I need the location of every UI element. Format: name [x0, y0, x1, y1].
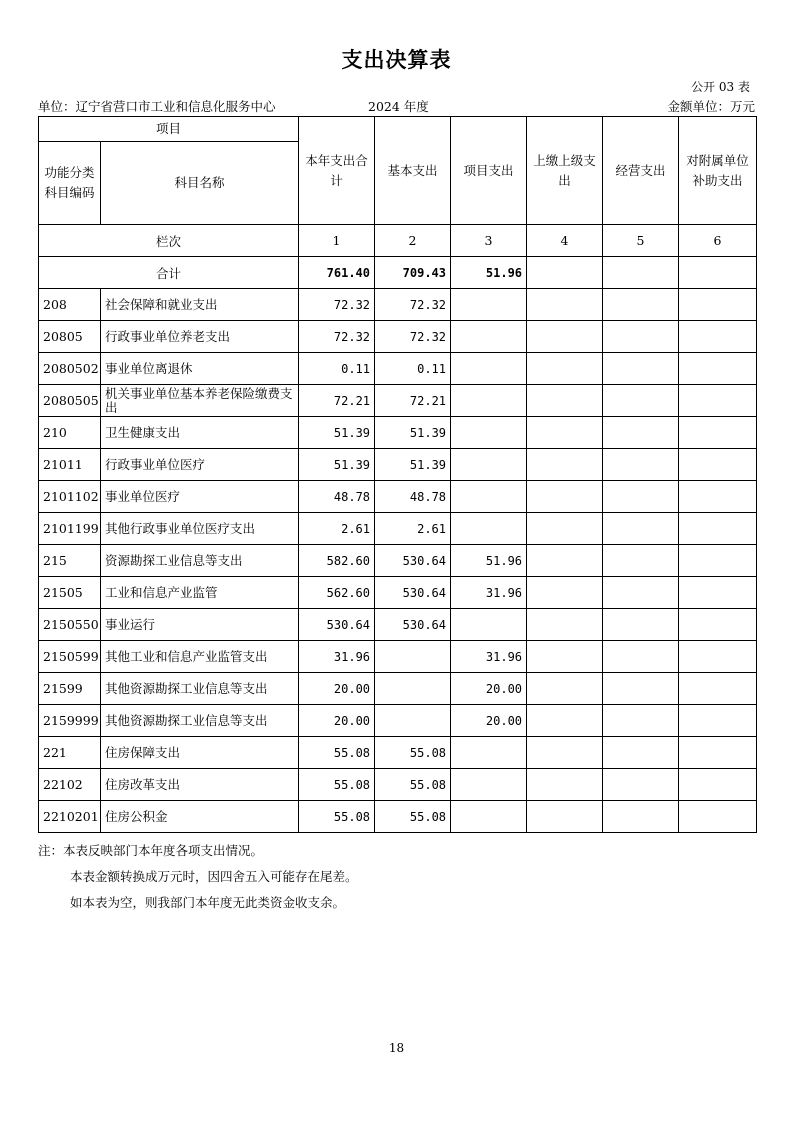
- amount-cell: [527, 801, 603, 833]
- amount-cell: 51.39: [375, 417, 451, 449]
- amount-cell: [527, 545, 603, 577]
- amount-cell: 2.61: [299, 513, 375, 545]
- amount-cell: [679, 673, 757, 705]
- table-row: [39, 673, 757, 705]
- amount-cell: 72.21: [375, 385, 451, 417]
- subject-name-cell: [101, 289, 299, 321]
- subject-name-cell: [101, 321, 299, 353]
- func-code-cell: 210: [39, 417, 101, 449]
- subject-name-cell: [101, 737, 299, 769]
- table-row: [39, 801, 757, 833]
- subject-name-text: 其他行政事业单位医疗支出: [105, 521, 256, 536]
- subject-name-cell: [101, 609, 299, 641]
- table-row: [39, 769, 757, 801]
- func-code-cell: 215: [39, 545, 101, 577]
- col-index: 6: [679, 225, 757, 257]
- total-value: 761.40: [299, 257, 375, 289]
- amount-cell: 0.11: [299, 353, 375, 385]
- col-index: 3: [451, 225, 527, 257]
- amount-cell: 530.64: [375, 577, 451, 609]
- subject-name-text: 其他资源勘探工业信息等支出: [105, 681, 268, 696]
- amount-cell: [375, 673, 451, 705]
- amount-cell: [527, 417, 603, 449]
- table-row: [39, 545, 757, 577]
- form-number: 公开 03 表: [691, 80, 750, 94]
- subject-name-cell: [101, 641, 299, 673]
- amount-cell: [679, 737, 757, 769]
- header-func-code: 功能分类科目编码: [39, 142, 101, 225]
- total-value: [603, 257, 679, 289]
- header-col-subsidy: 对附属单位补助支出: [679, 117, 757, 225]
- amount-cell: [679, 641, 757, 673]
- subject-name-text: 工业和信息产业监管: [105, 585, 218, 600]
- note-line: 本表金额转换成万元时，因四舍五入可能存在尾差。: [70, 869, 358, 884]
- amount-cell: [451, 321, 527, 353]
- amount-cell: [603, 481, 679, 513]
- amount-cell: 20.00: [451, 673, 527, 705]
- subject-name-text: 事业单位离退休: [105, 361, 193, 376]
- table-row: [39, 705, 757, 737]
- subject-name-text: 机关事业单位基本养老保险缴费支出: [105, 386, 293, 415]
- func-code-cell: 2159999: [39, 705, 101, 737]
- table-row: [39, 577, 757, 609]
- amount-cell: [679, 705, 757, 737]
- amount-cell: [527, 353, 603, 385]
- table-row: [39, 353, 757, 385]
- amount-cell: [451, 385, 527, 417]
- subject-name-text: 住房改革支出: [105, 777, 181, 792]
- amount-cell: [375, 641, 451, 673]
- amount-cell: [451, 513, 527, 545]
- amount-cell: 20.00: [299, 705, 375, 737]
- header-col-business: 经营支出: [603, 117, 679, 225]
- amount-cell: [603, 417, 679, 449]
- note-line: 如本表为空，则我部门本年度无此类资金收支余。: [70, 895, 346, 910]
- total-row: [39, 257, 757, 289]
- amount-cell: [679, 481, 757, 513]
- amount-cell: 530.64: [375, 609, 451, 641]
- func-code-cell: 2150550: [39, 609, 101, 641]
- amount-cell: 72.32: [375, 289, 451, 321]
- note-line: 注：本表反映部门本年度各项支出情况。: [38, 843, 264, 858]
- amount-cell: 55.08: [375, 769, 451, 801]
- amount-cell: 55.08: [375, 801, 451, 833]
- func-code-cell: 2101199: [39, 513, 101, 545]
- col-index: 4: [527, 225, 603, 257]
- amount-cell: [451, 417, 527, 449]
- amount-cell: [527, 289, 603, 321]
- reporting-unit: 单位：辽宁省营口市工业和信息化服务中心: [38, 99, 276, 114]
- amount-cell: 20.00: [299, 673, 375, 705]
- total-value: 709.43: [375, 257, 451, 289]
- amount-cell: [603, 641, 679, 673]
- amount-cell: [451, 481, 527, 513]
- table-row: [39, 449, 757, 481]
- amount-cell: 31.96: [299, 641, 375, 673]
- amount-cell: [527, 737, 603, 769]
- amount-cell: 2.61: [375, 513, 451, 545]
- page-number: 18: [388, 1041, 405, 1055]
- func-code-cell: 2080502: [39, 353, 101, 385]
- amount-cell: [603, 385, 679, 417]
- col-index: 1: [299, 225, 375, 257]
- amount-cell: 48.78: [375, 481, 451, 513]
- header-row-index: 栏次: [39, 225, 299, 257]
- amount-cell: [603, 545, 679, 577]
- amount-cell: 562.60: [299, 577, 375, 609]
- amount-cell: [451, 449, 527, 481]
- func-code-cell: 2101102: [39, 481, 101, 513]
- amount-cell: 31.96: [451, 641, 527, 673]
- amount-cell: 72.32: [299, 289, 375, 321]
- func-code-cell: 21599: [39, 673, 101, 705]
- amount-cell: [679, 545, 757, 577]
- subject-name-cell: [101, 513, 299, 545]
- subject-name-cell: [101, 577, 299, 609]
- amount-cell: [679, 385, 757, 417]
- amount-cell: 51.39: [375, 449, 451, 481]
- subject-name-text: 住房公积金: [105, 809, 168, 824]
- amount-cell: 51.96: [451, 545, 527, 577]
- table-row: [39, 513, 757, 545]
- amount-cell: [603, 705, 679, 737]
- subject-name-text: 行政事业单位养老支出: [105, 329, 231, 344]
- subject-name-text: 行政事业单位医疗: [105, 457, 206, 472]
- header-col-total: 本年支出合计: [299, 117, 375, 225]
- amount-cell: [451, 801, 527, 833]
- amount-cell: 51.39: [299, 449, 375, 481]
- table-row: [39, 417, 757, 449]
- amount-cell: [603, 353, 679, 385]
- amount-cell: [527, 385, 603, 417]
- func-code-cell: 2080505: [39, 385, 101, 417]
- amount-cell: [603, 577, 679, 609]
- amount-cell: [527, 577, 603, 609]
- amount-cell: [527, 321, 603, 353]
- amount-cell: 530.64: [299, 609, 375, 641]
- amount-cell: 20.00: [451, 705, 527, 737]
- amount-cell: [679, 513, 757, 545]
- amount-cell: 31.96: [451, 577, 527, 609]
- amount-cell: 55.08: [299, 801, 375, 833]
- amount-cell: [603, 609, 679, 641]
- header-col-project: 项目支出: [451, 117, 527, 225]
- amount-cell: [527, 673, 603, 705]
- header-col-upper: 上缴上级支出: [527, 117, 603, 225]
- amount-cell: 72.32: [375, 321, 451, 353]
- amount-cell: [679, 321, 757, 353]
- subject-name-text: 事业单位医疗: [105, 489, 181, 504]
- subject-name-cell: [101, 449, 299, 481]
- amount-cell: [679, 577, 757, 609]
- table-row: [39, 481, 757, 513]
- amount-cell: [603, 801, 679, 833]
- amount-cell: 55.08: [375, 737, 451, 769]
- amount-cell: 55.08: [299, 769, 375, 801]
- header-item: 项目: [39, 117, 299, 142]
- total-value: [527, 257, 603, 289]
- subject-name-cell: [101, 801, 299, 833]
- subject-name-cell: [101, 417, 299, 449]
- subject-name-text: 卫生健康支出: [105, 425, 181, 440]
- amount-cell: [527, 609, 603, 641]
- subject-name-text: 其他工业和信息产业监管支出: [105, 649, 268, 664]
- amount-cell: [451, 353, 527, 385]
- subject-name-cell: [101, 353, 299, 385]
- page-title: 支出决算表: [341, 48, 452, 72]
- table-row: [39, 737, 757, 769]
- amount-cell: 72.21: [299, 385, 375, 417]
- amount-cell: [603, 289, 679, 321]
- expenditure-table: [38, 116, 757, 833]
- func-code-cell: 208: [39, 289, 101, 321]
- func-code-cell: 21011: [39, 449, 101, 481]
- amount-cell: [679, 769, 757, 801]
- notes: [38, 838, 358, 916]
- col-index: 5: [603, 225, 679, 257]
- amount-cell: [451, 737, 527, 769]
- amount-cell: [527, 641, 603, 673]
- amount-cell: 48.78: [299, 481, 375, 513]
- subject-name-text: 住房保障支出: [105, 745, 181, 760]
- amount-cell: [679, 353, 757, 385]
- func-code-cell: 20805: [39, 321, 101, 353]
- amount-cell: [527, 513, 603, 545]
- table-row: [39, 609, 757, 641]
- total-value: [679, 257, 757, 289]
- amount-cell: 55.08: [299, 737, 375, 769]
- subject-name-cell: [101, 545, 299, 577]
- header-subject-name: 科目名称: [101, 142, 299, 225]
- amount-cell: [603, 513, 679, 545]
- amount-cell: [603, 449, 679, 481]
- func-code-cell: 2210201: [39, 801, 101, 833]
- amount-cell: [679, 289, 757, 321]
- table-row: [39, 289, 757, 321]
- amount-cell: [679, 417, 757, 449]
- amount-cell: [679, 609, 757, 641]
- amount-cell: 72.32: [299, 321, 375, 353]
- subject-name-text: 资源勘探工业信息等支出: [105, 553, 243, 568]
- header-col-basic: 基本支出: [375, 117, 451, 225]
- amount-cell: 51.39: [299, 417, 375, 449]
- func-code-cell: 22102: [39, 769, 101, 801]
- fiscal-year: 2024 年度: [368, 99, 429, 114]
- subject-name-text: 社会保障和就业支出: [105, 297, 218, 312]
- total-label: 合计: [39, 257, 299, 289]
- amount-cell: [679, 449, 757, 481]
- amount-cell: [375, 705, 451, 737]
- amount-cell: [527, 705, 603, 737]
- table-row: [39, 641, 757, 673]
- amount-cell: 0.11: [375, 353, 451, 385]
- table-row: [39, 385, 757, 417]
- amount-cell: [603, 737, 679, 769]
- amount-cell: [451, 769, 527, 801]
- amount-unit: 金额单位：万元: [667, 99, 755, 114]
- subject-name-cell: [101, 673, 299, 705]
- func-code-cell: 2150599: [39, 641, 101, 673]
- amount-cell: [603, 769, 679, 801]
- amount-cell: [527, 481, 603, 513]
- subject-name-cell: [101, 481, 299, 513]
- amount-cell: [603, 673, 679, 705]
- amount-cell: [527, 449, 603, 481]
- table-row: [39, 321, 757, 353]
- amount-cell: 582.60: [299, 545, 375, 577]
- subject-name-text: 事业运行: [105, 617, 156, 632]
- amount-cell: [527, 769, 603, 801]
- subject-name-text: 其他资源勘探工业信息等支出: [105, 713, 268, 728]
- subject-name-cell: [101, 385, 299, 417]
- amount-cell: [679, 801, 757, 833]
- subject-name-cell: [101, 705, 299, 737]
- col-index: 2: [375, 225, 451, 257]
- func-code-cell: 221: [39, 737, 101, 769]
- amount-cell: [451, 609, 527, 641]
- func-code-cell: 21505: [39, 577, 101, 609]
- amount-cell: [603, 321, 679, 353]
- amount-cell: [451, 289, 527, 321]
- subject-name-cell: [101, 769, 299, 801]
- amount-cell: 530.64: [375, 545, 451, 577]
- total-value: 51.96: [451, 257, 527, 289]
